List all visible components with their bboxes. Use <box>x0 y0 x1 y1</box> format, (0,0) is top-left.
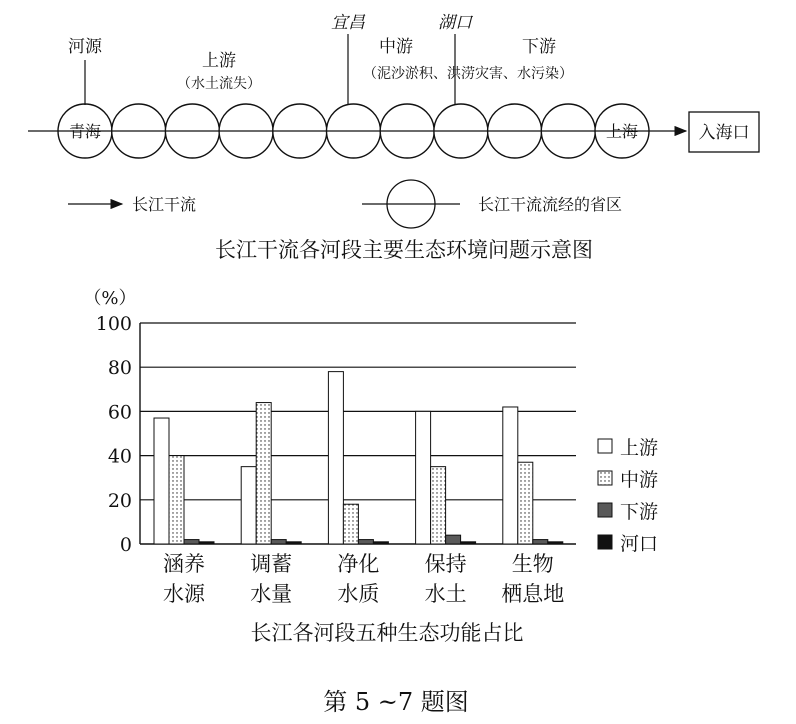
upper-section-issue: （水土流失） <box>177 76 261 92</box>
bar-下游 <box>533 540 548 544</box>
province-label: 青海 <box>68 122 102 141</box>
x-tick-label: 保持 <box>424 552 467 576</box>
y-tick-label: 100 <box>95 313 132 335</box>
y-tick-labels <box>96 313 132 556</box>
y-axis-unit: （%） <box>83 288 137 309</box>
x-tick-label: 水质 <box>337 582 380 606</box>
bar-上游 <box>241 467 256 544</box>
province-circles <box>58 104 649 158</box>
bar-上游 <box>416 411 431 544</box>
province-label: 上海 <box>605 122 639 141</box>
bar-中游 <box>343 504 358 544</box>
x-tick-label: 生物 <box>511 552 554 576</box>
diagram-title: 长江干流各河段主要生态环境问题示意图 <box>215 238 593 262</box>
x-tick-label: 栖息地 <box>501 582 565 606</box>
bar-河口 <box>461 542 476 544</box>
hukou-label: 湖口 <box>438 13 472 33</box>
y-tick-label: 0 <box>119 534 132 556</box>
bar-河口 <box>286 542 301 544</box>
bar-河口 <box>199 542 214 544</box>
middle-section-name: 中游 <box>379 37 413 57</box>
bar-河口 <box>548 542 563 544</box>
sea-label: 入海口 <box>698 123 750 143</box>
x-tick-label: 水源 <box>163 582 205 606</box>
footer-caption: 第 5 ~7 题图 <box>323 688 469 716</box>
legend-circle-label: 长江干流流经的省区 <box>478 195 623 214</box>
legend-swatch <box>598 503 612 517</box>
bar-chart <box>83 288 658 645</box>
y-tick-label: 60 <box>107 401 132 424</box>
legend-label: 上游 <box>620 437 659 459</box>
legend-label: 中游 <box>620 469 659 491</box>
legend-label: 下游 <box>620 501 659 523</box>
x-tick-label: 调蓄 <box>250 552 293 576</box>
bar-下游 <box>271 540 286 544</box>
source-label: 河源 <box>68 37 102 57</box>
yichang-label: 宜昌 <box>331 13 365 33</box>
river-diagram <box>28 13 759 262</box>
bar-中游 <box>431 467 446 544</box>
lower-section-name: 下游 <box>522 37 556 57</box>
legend-swatch <box>598 439 612 453</box>
bar-下游 <box>184 540 199 544</box>
legend-swatch <box>598 471 612 485</box>
legend-swatch <box>598 535 612 549</box>
bar-中游 <box>518 462 533 544</box>
middle-section-issue: （泥沙淤积、洪涝灾害、水污染） <box>363 66 573 82</box>
chart-legend <box>598 437 658 555</box>
legend-arrow-label: 长江干流 <box>132 195 197 214</box>
bar-中游 <box>256 403 271 544</box>
bar-上游 <box>503 407 518 544</box>
bar-河口 <box>373 542 388 544</box>
legend-label: 河口 <box>620 533 659 555</box>
bar-上游 <box>154 418 169 544</box>
bar-下游 <box>358 540 373 544</box>
y-tick-label: 40 <box>107 445 132 468</box>
x-tick-label: 水土 <box>424 582 467 606</box>
bar-中游 <box>169 456 184 544</box>
x-tick-labels <box>163 552 564 606</box>
x-tick-label: 净化 <box>337 552 380 576</box>
bar-上游 <box>328 372 343 544</box>
bar-下游 <box>446 535 461 544</box>
chart-title: 长江各河段五种生态功能占比 <box>250 621 524 645</box>
x-tick-label: 水量 <box>250 582 293 606</box>
x-tick-label: 涵养 <box>163 552 205 576</box>
y-tick-label: 80 <box>107 357 132 380</box>
upper-section-name: 上游 <box>202 51 236 71</box>
chart-bars <box>154 372 563 544</box>
y-tick-label: 20 <box>107 489 132 512</box>
